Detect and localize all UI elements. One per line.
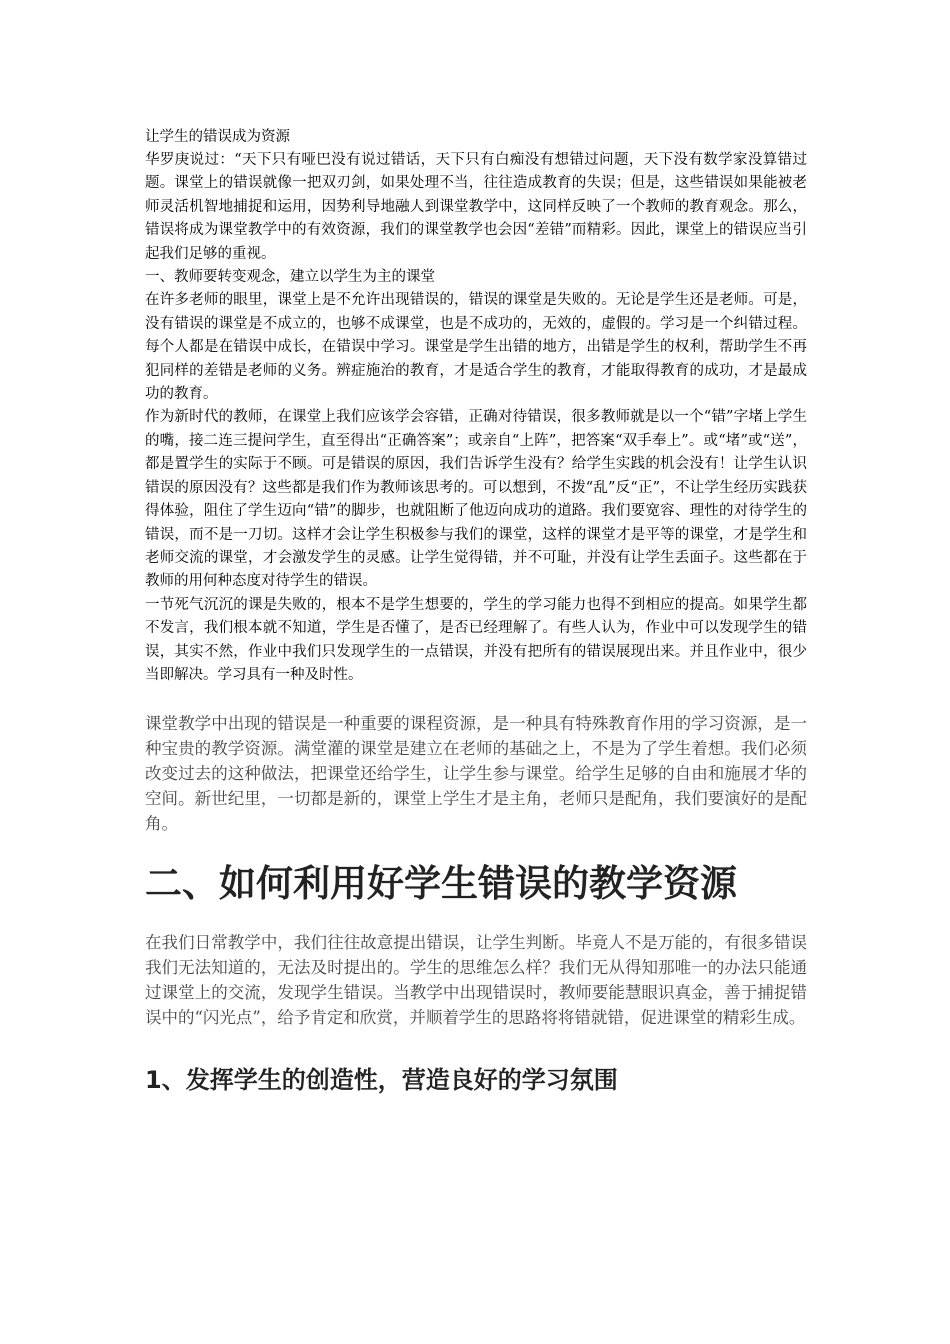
section-one-heading: 一、教师要转变观念，建立以学生为主的课堂	[145, 269, 435, 286]
paragraph-course-resource: 课堂教学中出现的错误是一种重要的课程资源，是一种具有特殊教育作用的学习资源，是一种宝贵的教学资源。满堂灌的课堂是建立在老师的基础之上，不是为了学生着想。我们必须改变过去的这种做法，把课堂还给学生，让学生参与课堂。给学生足够的自由和施展才华的空间。新世纪里，一切都是新的，课堂上学生才是主角，老师只是配角，我们要演好的是配角。	[145, 714, 807, 834]
document-page	[145, 126, 807, 1097]
intro-paragraph-quote: 华罗庚说过：“天下只有哑巴没有说过错话，天下只有白痴没有想错过问题，天下没有数学家没算错过题。课堂上的错误就像一把双刃剑，如果处理不当，往往造成教育的失误；但是，这些错误如果能被老师灵活机智地捕捉和运用，因势利导地融人到课堂教学中，这同样反映了一个教师的教育观念。那么，错误将成为课堂教学中的有效资源，我们的课堂教学也会因“差错”而精彩。因此，课堂上的错误应当引起我们足够的重视。	[145, 152, 807, 262]
paragraph-daily-teaching: 在我们日常教学中，我们往往故意提出错误，让学生判断。毕竟人不是万能的，有很多错误我们无法知道的，无法及时提出的。学生的思维怎么样？我们无从得知那唯一的办法只能通过课堂上的交流，发现学生错误。当教学中出现错误时，教师要能慧眼识真金，善于捕捉错误中的“闪光点”，给予肯定和欣赏，并顺着学生的思路将将错就错，促进课堂的精彩生成。	[145, 933, 807, 1028]
document-title: 让学生的错误成为资源	[145, 129, 290, 145]
paragraph-lifeless-class: 一节死气沉沉的课是失败的，根本不是学生想要的，学生的学习能力也得不到相应的提高。如果学生都不发言，我们根本就不知道，学生是否懂了，是否已经理解了。有些人认为，作业中可以发现学生的错误，其实不然，作业中我们只发现学生的一点错误，并没有把所有的错误展现出来。并且作业中，很少当即解决。学习具有一种及时性。	[145, 596, 807, 683]
heading-subsection-one: 1、发挥学生的创造性，营造良好的学习氛围	[145, 1066, 618, 1095]
heading-section-two: 二、如何利用好学生错误的教学资源	[145, 862, 737, 906]
paragraph-mistakes-in-class: 在许多老师的眼里，课堂上是不允许出现错误的，错误的课堂是失败的。无论是学生还是老师。可是，没有错误的课堂是不成立的，也够不成课堂，也是不成功的，无效的，虚假的。学习是一个纠错过程。每个人都是在错误中成长，在错误中学习。课堂是学生出错的地方，出错是学生的权利，帮助学生不再犯同样的差错是老师的义务。辨症施治的教育，才是适合学生的教育，才能取得教育的成功，才是最成功的教育。	[145, 292, 807, 403]
paragraph-new-era-teacher: 作为新时代的教师，在课堂上我们应该学会容错，正确对待错误，很多教师就是以一个“错”字堵上学生的嘴，接二连三提问学生，直至得出“正确答案”；或亲自“上阵”，把答案“双手奉上”。或“堵”或“送”，都是置学生的实际于不顾。可是错误的原因，我们告诉学生没有？给学生实践的机会没有！让学生认识错误的原因没有？这些都是我们作为教师该思考的。可以想到，不拨“乱”反“正”，不让学生经历实践获得体验，阻住了学生迈向“错”的脚步，也就阻断了他迈向成功的道路。我们要宽容、理性的对待学生的错误，而不是一刀切。这样才会让学生积极参与我们的课堂，这样的课堂才是平等的课堂，才是学生和老师交流的课堂，才会激发学生的灵感。让学生觉得错，并不可耻，并没有让学生丢面子。这些都在于教师的用何种态度对待学生的错误。	[145, 409, 807, 590]
spacer	[145, 687, 807, 711]
